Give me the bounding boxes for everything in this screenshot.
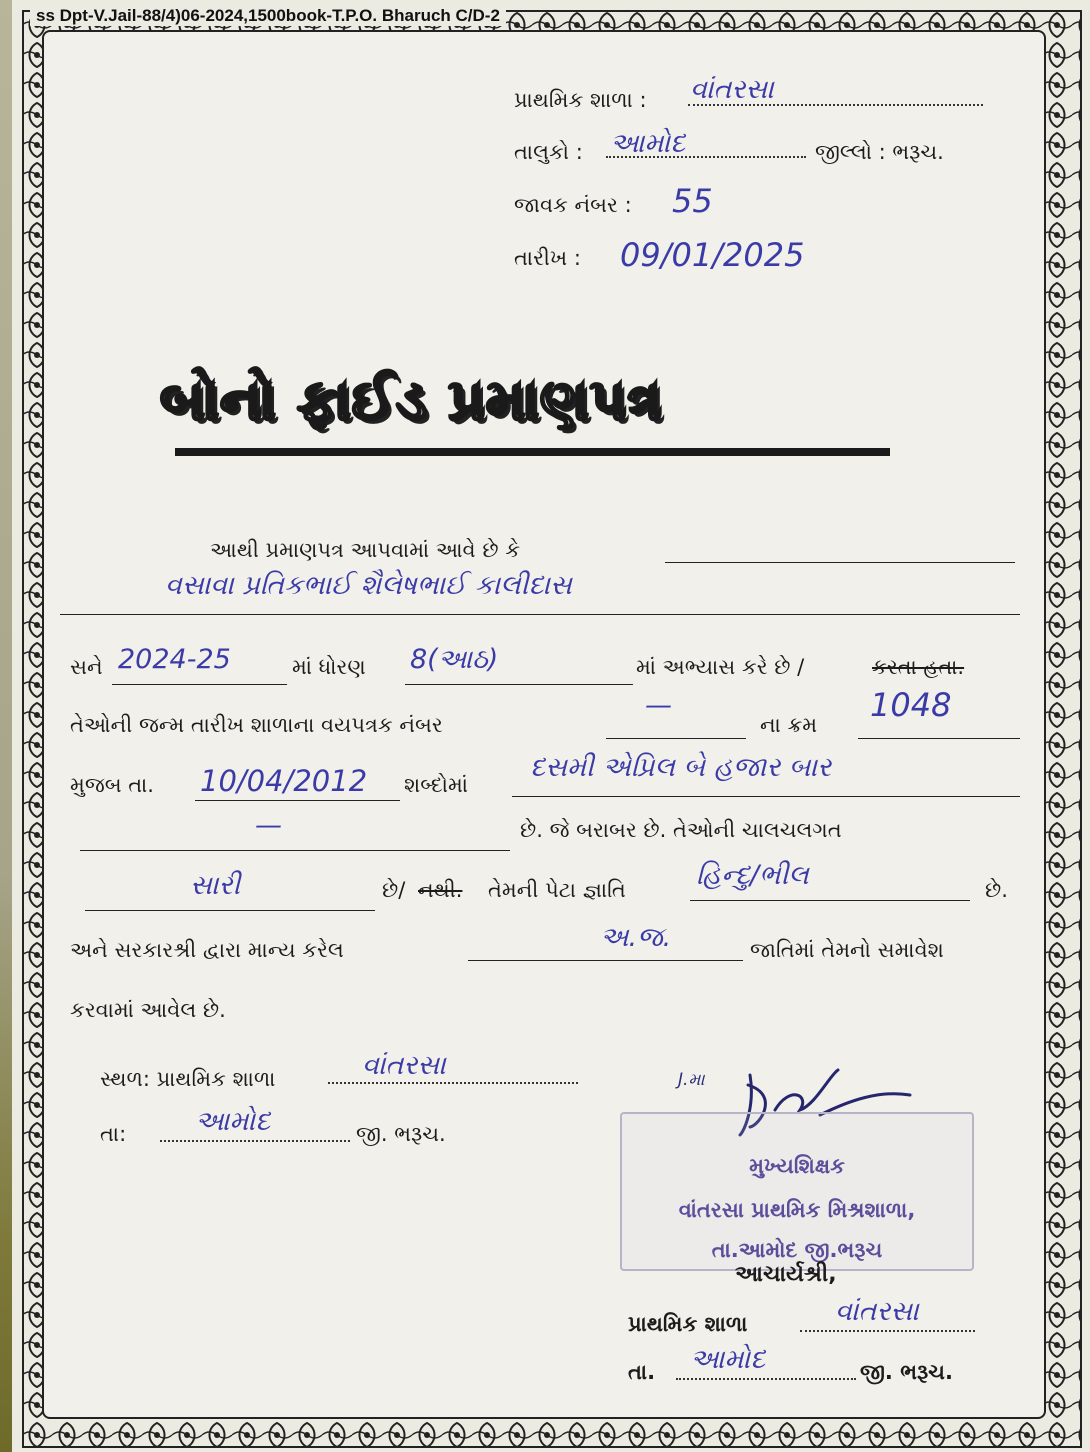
sig-prefix: J.મા [678,1070,705,1090]
category-line [468,960,743,961]
ta-label: તા: [100,1122,127,1146]
ta-dots [160,1140,350,1142]
register-line [606,738,746,739]
intro-line [665,562,1015,563]
subcaste-end: છે. [985,878,1008,902]
taluka-label: તાલુકો : [514,140,583,164]
ji-label: જી. ભરૂચ. [356,1122,446,1146]
subcaste-value: હિન્દુ/ભીલ [696,860,809,891]
dob-line [195,800,400,801]
school-value: વાંતરસા [690,74,774,105]
words-line [512,796,1020,797]
right-ji-label: જી. ભરૂચ. [860,1360,953,1384]
std-label: માં ધોરણ [292,655,366,679]
school-stamp [620,1112,974,1271]
name-line [60,614,1020,615]
district-label: જીલ્લો : ભરૂચ. [815,140,944,164]
place-value: વાંતરસા [362,1050,446,1081]
conduct-value: સારી [190,870,241,901]
register-value: — [645,690,672,721]
dob-prefix: મુજબ તા. [70,773,154,797]
category-value: અ.જ. [600,922,672,953]
dob-value: 10/04/2012 [200,764,368,798]
study-text: માં અભ્યાસ કરે છે / [636,655,805,679]
date-label: તારીખ : [514,246,581,270]
intro-text: આથી પ્રમાણપત્ર આપવામાં આવે છે કે [210,538,521,562]
dash-value: — [255,810,282,841]
year-prefix: સને [70,655,103,679]
caste-text: જાતિમાં તેમનો સમાવેશ [750,938,944,962]
right-ta-value: આમોદ [690,1344,766,1375]
right-ta-label: તા. [628,1360,656,1384]
date-value: 09/01/2025 [620,236,805,274]
stamp-line-2: વાંતરસા પ્રાથમિક મિશ્રશાળા, [678,1198,916,1222]
year-line [112,684,287,685]
certificate-title: બોનો ફાઈડ પ્રમાણપત્ર [160,368,663,433]
serial-value: 1048 [870,686,952,724]
serial-label: ના ક્રમ [760,713,818,737]
place-label: સ્થળ: પ્રાથમિક શાળા [100,1067,276,1091]
conduct-text: છે. જે બરાબર છે. તેઓની ચાલચલગત [520,818,842,842]
place-dots [328,1082,578,1084]
outward-value: 55 [672,182,713,220]
subcaste-line [690,900,970,901]
year-value: 2024-25 [118,644,231,675]
closing-text: કરવામાં આવેલ છે. [70,998,226,1022]
birth-text: તેઓની જન્મ તારીખ શાળાના વયપત્રક નંબર [70,713,443,737]
print-reference: ss Dpt-V.Jail-88/4)06-2024,1500book-T.P.O. Bharuch C/D-2 [30,6,506,26]
principal-label: આચાર્યશ્રી, [735,1262,837,1287]
right-ta-dots [676,1378,856,1380]
taluka-value: આમોદ [610,128,686,159]
blank-line [80,850,510,851]
subcaste-label: તેમની પેટા જ્ઞાતિ [488,878,626,902]
stamp-line-1: મુખ્યશિક્ષક [749,1154,845,1178]
words-label: શબ્દોમાં [404,773,468,797]
study-struck: કરતા હતા. [872,655,965,679]
stamp-line-3: તા.આમોદ જી.ભરૂચ [711,1238,883,1262]
right-school-dots [800,1330,975,1332]
serial-line [858,738,1020,739]
std-line [405,684,633,685]
govt-text: અને સરકારશ્રી દ્વારા માન્ય કરેલ [70,938,344,962]
ta-value: આમોદ [195,1106,271,1137]
student-name: વસાવા પ્રતિકભાઈ શૈલેષભાઈ કાલીદાસ [165,570,572,601]
std-value: 8(આઠ) [410,644,499,675]
school-label: પ્રાથમિક શાળા : [514,88,647,112]
outward-label: જાવક નંબર : [514,193,632,217]
title-underline [175,448,890,456]
right-school-label: પ્રાથમિક શાળા [628,1312,748,1336]
conduct-line [85,910,375,911]
right-school-value: વાંતરસા [835,1296,919,1327]
conduct-is: છે/ [382,878,406,902]
taluka-dots [606,156,806,158]
school-dots [688,104,983,106]
conduct-struck: નથી. [418,878,463,902]
dob-words: દસમી એપ્રિલ બે હજાર બાર [530,752,832,783]
